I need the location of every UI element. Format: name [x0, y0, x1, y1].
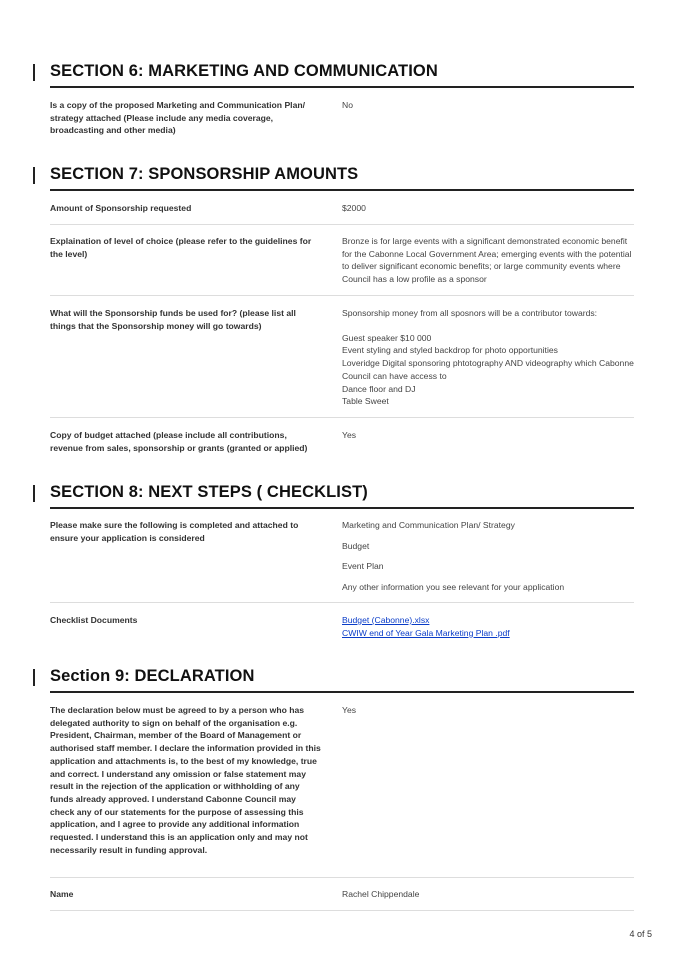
- section-marker: [33, 64, 35, 81]
- checklist-items: [342, 519, 634, 594]
- field-label: Please make sure the following is completed and attached to ensure your application is considered: [50, 520, 299, 543]
- section-8: [50, 483, 634, 638]
- section-9-title: Section 9: DECLARATION: [50, 667, 255, 685]
- document-link-marketing-plan[interactable]: CWIW end of Year Gala Marketing Plan .pdf: [342, 627, 510, 638]
- field-row: [50, 614, 634, 644]
- section-7-header: [50, 165, 634, 191]
- checklist-item: Marketing and Communication Plan/ Strategy: [342, 520, 515, 530]
- field-row: [50, 99, 634, 139]
- section-6-header: [50, 62, 634, 88]
- section-9: [50, 667, 634, 899]
- checklist-item: Event Plan: [342, 561, 384, 572]
- document-links: [342, 614, 634, 639]
- section-marker: [33, 669, 35, 686]
- field-label: Is a copy of the proposed Marketing and Communication Plan/ strategy attached (Please include any media coverage, broadcasting and other media): [50, 100, 305, 136]
- field-row: [50, 202, 634, 225]
- section-7: [50, 165, 634, 453]
- section-9-header: [50, 667, 634, 693]
- field-value: No: [342, 100, 353, 110]
- checklist-item: Any other information you see relevant for your application: [342, 582, 565, 593]
- field-row: [50, 888, 634, 911]
- section-marker: [33, 167, 35, 184]
- field-label: Explaination of level of choice (please refer to the guidelines for the level): [50, 236, 312, 259]
- field-row: [50, 235, 634, 296]
- field-label: Copy of budget attached (please include all contributions, revenue from sales, sponsorship or grants (granted or applied): [50, 430, 308, 453]
- field-value: [342, 307, 634, 408]
- field-row: [50, 307, 634, 418]
- field-value: $2000: [342, 203, 366, 213]
- field-row: [50, 704, 634, 878]
- declaration-text: The declaration below must be agreed to by a person who has delegated authority to sign on behalf of the organisation e.g. President, Chairman, member of the Board of Management or authorised staff member. I declare the information provided in this application and attachments is, to the best of my knowledge, true and correct. I understand any omission or false statement may result in the rejection of the application or withholding of any funds already approved. I understand Cabonne Council may check any of our statements for the purpose of assessing this application, and I agree to provide any additional information requested. I understand this is an application only and may not necessarily result in funding approval.: [50, 705, 321, 855]
- field-value: Bronze is for large events with a significant demonstrated economic benefit for the Cabonne Local Government Area; emerging events with the potential to deliver significant economic benefits; or large community events where Council has a low profile as a sponsor: [342, 236, 632, 285]
- field-row: [50, 519, 634, 603]
- section-6-title: SECTION 6: MARKETING AND COMMUNICATION: [50, 62, 438, 80]
- section-7-title: SECTION 7: SPONSORSHIP AMOUNTS: [50, 165, 359, 183]
- field-row: [50, 429, 634, 459]
- value-line: Dance floor and DJ: [342, 383, 416, 394]
- value-line: Loveridge Digital sponsoring phtotography AND videography which Cabonne Council can have access to: [342, 358, 634, 381]
- field-value: Yes: [342, 705, 357, 715]
- field-value: Rachel Chippendale: [342, 889, 420, 899]
- value-line: Event styling and styled backdrop for photo opportunities: [342, 345, 558, 356]
- checklist-item: Budget: [342, 540, 370, 551]
- field-label: What will the Sponsorship funds be used for? (please list all things that the Sponsorship money will go towards): [50, 308, 296, 331]
- field-label: Name: [50, 889, 74, 899]
- page-number: 4 of 5: [629, 929, 652, 939]
- field-label: Checklist Documents: [50, 615, 138, 625]
- field-label: Amount of Sponsorship requested: [50, 203, 192, 213]
- section-marker: [33, 485, 35, 502]
- section-6: [50, 62, 634, 136]
- section-8-title: SECTION 8: NEXT STEPS ( CHECKLIST): [50, 483, 368, 501]
- value-line: Table Sweet: [342, 396, 389, 407]
- value-line: Guest speaker $10 000: [342, 332, 432, 343]
- value-intro: Sponsorship money from all sposnors will be a contributor towards:: [342, 308, 598, 318]
- field-value: Yes: [342, 430, 357, 440]
- section-8-header: [50, 483, 634, 509]
- document-link-budget[interactable]: Budget (Cabonne).xlsx: [342, 615, 430, 625]
